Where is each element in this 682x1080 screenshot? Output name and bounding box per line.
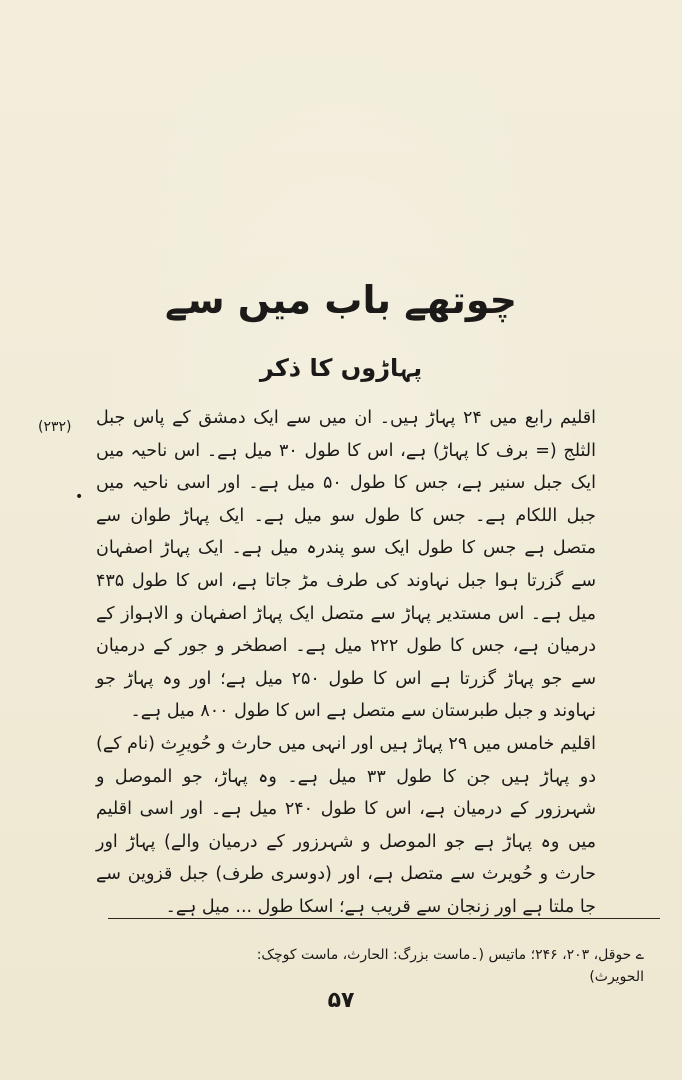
page-number: ۵۷ xyxy=(327,988,355,1013)
section-title: پہاڑوں کا ذکر xyxy=(259,354,423,382)
margin-bullet-mark: • xyxy=(75,489,84,505)
chapter-title: چوتھے باب میں سے xyxy=(164,278,518,322)
footnote: ے حوقل، ۲۰۳، ۲۴۶؛ ماتیس (۔ماست بزرگ: الحارث، ماست کوچک: الحویرث) xyxy=(256,947,644,985)
body-text xyxy=(96,402,596,924)
paragraph-fifth-clime: اقلیم خامس میں ۲۹ پہاڑ ہیں اور انہی میں حارث و حُویرِث (نام کے) دو پہاڑ ہیں جن کا طول ۳۳ میل ہے۔ وہ پہاڑ، جو الموصل و شہرزور کے درمیان ہے، اس کا طول ۲۴۰ میل ہے۔ اور اسی اقلیم میں وہ پہاڑ ہے جو الموصل و شہرزور کے درمیان والے) پہاڑ اور حارث و حُویرث سے متصل ہے، اور (دوسری طرف) جبل قزوین سے جا ملتا ہے اور زنجان سے قریب ہے؛ اسکا طول ... میل ہے۔ xyxy=(96,733,597,917)
footnote-divider xyxy=(108,918,660,919)
margin-reference-number: (۲۳۲) xyxy=(38,419,72,435)
paragraph-fourth-clime: اقلیم رابع میں ۲۴ پہاڑ ہیں۔ ان میں سے ایک دمشق کے پاس جبل الثلج (= برف کا پہاڑ) ہے، اس کا طول ۳۰ میل ہے۔ اس ناحیہ میں ایک جبل سنیر ہے، جس کا طول ۵۰ میل ہے۔ اور اسی ناحیہ میں جبل اللکام ہے۔ جس کا طول سو میل ہے۔ ایک پہاڑ طوان سے متصل ہے جس کا طول ایک سو پندرہ میل ہے۔ ایک پہاڑ اصفہان سے گزرتا ہوا جبل نہاوند کی طرف مڑ جاتا ہے، اس کا طول ۴۳۵ میل ہے۔ اس مستدیر پہاڑ سے متصل ایک پہاڑ اصفہان و الاہواز کے درمیان ہے، جس کا طول ۲۲۲ میل ہے۔ اصطخر و جور کے درمیان سے جو پہاڑ گزرتا ہے اس کا طول ۲۵۰ میل ہے؛ اور وہ پہاڑ جو نہاوند و جبل طبرستان سے متصل ہے اس کا طول ۸۰۰ میل ہے۔ xyxy=(96,408,597,722)
